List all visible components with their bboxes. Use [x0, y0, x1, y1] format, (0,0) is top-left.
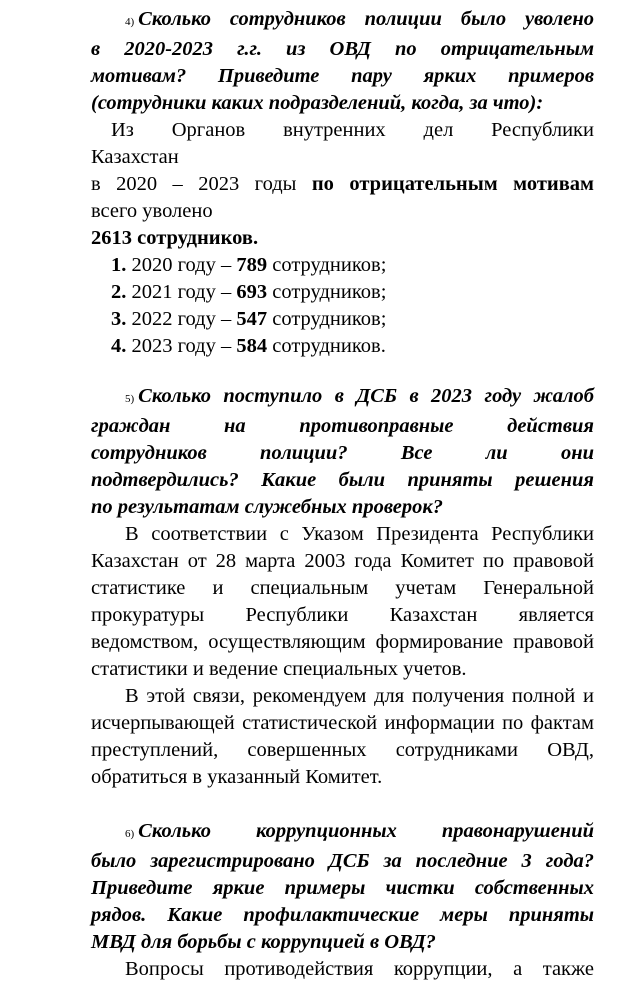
question-6-line: МВД для борьбы с коррупцией в ОВД? [91, 931, 436, 953]
question-4-line: (сотрудники каких подразделений, когда, за что): [91, 92, 544, 114]
dismissal-list [91, 252, 594, 360]
answer-5 [91, 521, 594, 791]
question-5-line: граждан на противоправные действия [91, 415, 594, 437]
question-6-line: рядов. Какие профилактические меры приняты [91, 904, 594, 926]
answer-4 [91, 117, 594, 360]
question-6-line: 6) Сколько коррупционных правонарушений [125, 820, 594, 842]
answer-paragraph: В соответствии с Указом Президента Республики Казахстан от 28 марта 2003 года Комитет по правовой статистике и специальным учетам Генеральной прокуратуры Республики Казахстан является ведомством, осуществляющим формирование правовой статистики и ведение специальных учетов. [91, 523, 594, 680]
total-count: 2613 сотрудников. [91, 227, 259, 249]
question-5-line: сотрудников полиции? Все ли они [91, 442, 594, 464]
question-5-line: подтвердились? Какие были приняты решения [91, 469, 594, 491]
answer-paragraph: Вопросы противодействия коррупции, а также [125, 958, 594, 980]
question-5 [91, 383, 594, 521]
question-number: 5) [125, 393, 135, 405]
answer-text: всего уволено [91, 200, 213, 222]
question-4-line: 4) Сколько сотрудников полиции было уволено [125, 8, 594, 30]
list-item: 1. 2020 году – 789 сотрудников; [111, 254, 387, 276]
document-page [91, 6, 594, 983]
question-4 [91, 6, 594, 117]
question-4-line: в 2020-2023 г.г. из ОВД по отрицательным [91, 38, 594, 60]
question-5-line: 5) Сколько поступило в ДСБ в 2023 году жалоб [125, 385, 594, 407]
question-number: 4) [125, 16, 135, 28]
question-6 [91, 818, 594, 956]
list-item: 2. 2021 году – 693 сотрудников; [111, 281, 387, 303]
question-6-line: было зарегистрировано ДСБ за последние 3 года? [91, 850, 594, 872]
answer-text: Из Органов внутренних дел Республики [111, 119, 594, 141]
answer-text: Казахстан [91, 146, 179, 168]
list-item: 3. 2022 году – 547 сотрудников; [111, 308, 387, 330]
answer-6 [91, 956, 594, 983]
question-number: 6) [125, 828, 135, 840]
list-item: 4. 2023 году – 584 сотрудников. [111, 335, 386, 357]
answer-paragraph: В этой связи, рекомендуем для получения полной и исчерпывающей статистической информации по фактам преступлений, совершенных сотрудниками ОВД, обратиться в указанный Комитет. [91, 685, 594, 788]
question-6-line: Приведите яркие примеры чистки собственных [91, 877, 594, 899]
answer-text: в 2020 – 2023 годы по отрицательным мотивам [91, 173, 594, 195]
question-4-line: мотивам? Приведите пару ярких примеров [91, 65, 594, 87]
question-5-line: по результатам служебных проверок? [91, 496, 443, 518]
